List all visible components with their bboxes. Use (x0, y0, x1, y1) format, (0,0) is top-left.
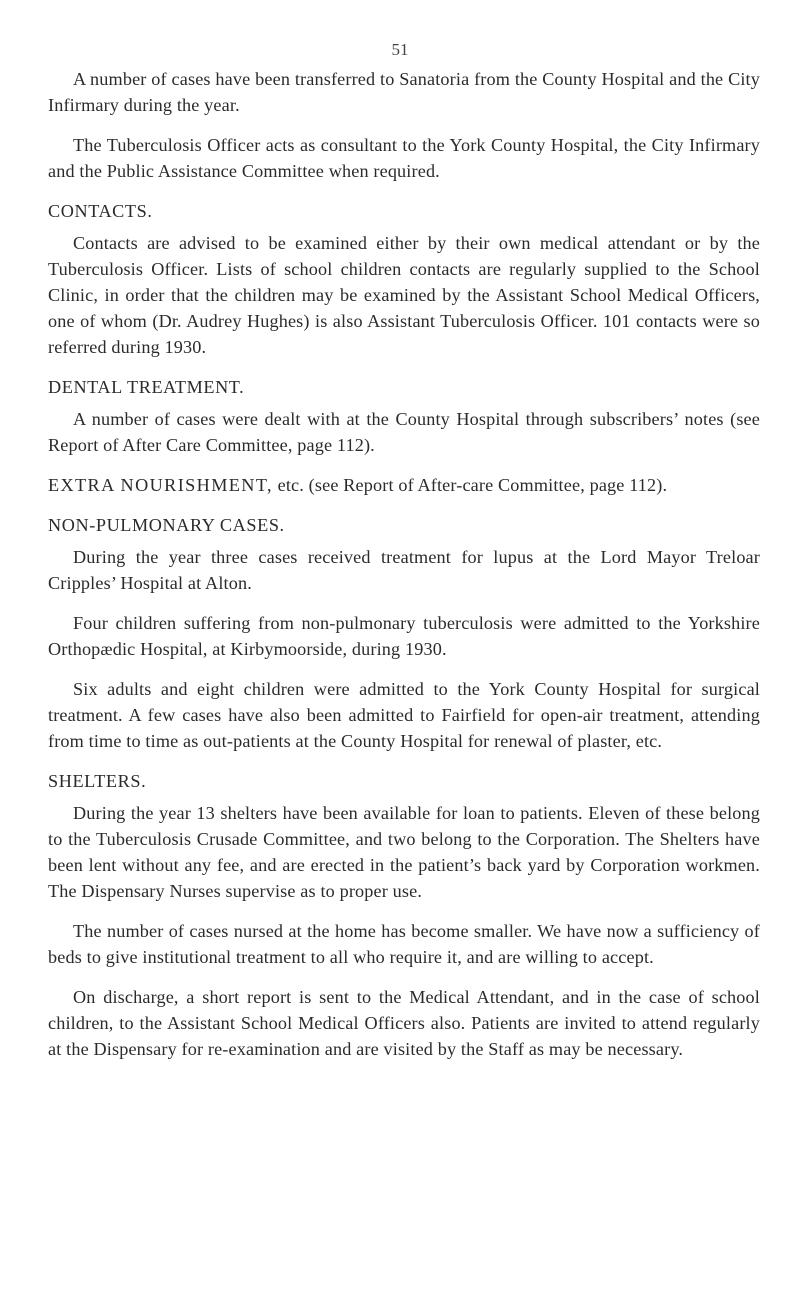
paragraph: Contacts are advised to be examined either by their own medical attendant or by the Tuberculosis Officer. Lists of school children contacts are regularly supplied to the School Clinic, in order that the children may be examined by the Assistant School Medical Officers, one of whom (Dr. Audrey Hughes) is also Assistant Tuberculosis Officer. 101 contacts were so referred during 1930. (48, 233, 760, 357)
paragraph: Four children suffering from non-pulmonary tuberculosis were admitted to the Yorkshire Orthopædic Hospital, at Kirbymoorside, during 1930. (48, 613, 760, 659)
section-heading: SHELTERS. (48, 771, 147, 791)
paragraph: During the year 13 shelters have been available for loan to patients. Eleven of these belong to the Tuberculosis Crusade Committee, and two belong to the Corporation. The Shelters have been lent without any fee, and are erected in the patient’s back yard by Corporation workmen. The Dispensary Nurses supervise as to proper use. (48, 803, 760, 901)
lead-paragraph (48, 472, 760, 498)
lead-heading: EXTRA NOURISHMENT, (48, 475, 273, 495)
paragraph: The number of cases nursed at the home has become smaller. We have now a sufficiency of beds to give institutional treatment to all who require it, and are willing to accept. (48, 921, 760, 967)
paragraph: A number of cases have been transferred to Sanatoria from the County Hospital and the City Infirmary during the year. (48, 69, 760, 115)
lead-text: etc. (see Report of After-care Committee, page 112). (272, 475, 668, 495)
section-heading: DENTAL TREATMENT. (48, 377, 245, 397)
document-body (48, 66, 760, 1076)
paragraph: Six adults and eight children were admitted to the York County Hospital for surgical treatment. A few cases have also been admitted to Fairfield for open-air treatment, attending from time to time as out-patients at the County Hospital for renewal of plaster, etc. (48, 679, 760, 751)
paragraph: The Tuberculosis Officer acts as consultant to the York County Hospital, the City Infirmary and the Public Assistance Committee when required. (48, 135, 760, 181)
paragraph: A number of cases were dealt with at the County Hospital through subscribers’ notes (see Report of After Care Committee, page 112). (48, 409, 760, 455)
paragraph: During the year three cases received treatment for lupus at the Lord Mayor Treloar Cripples’ Hospital at Alton. (48, 547, 760, 593)
paragraph: On discharge, a short report is sent to the Medical Attendant, and in the case of school children, to the Assistant School Medical Officers also. Patients are invited to attend regularly at the Dispensary for re-examination and are visited by the Staff as may be necessary. (48, 987, 760, 1059)
page-number: 51 (391, 40, 409, 59)
section-heading: NON-PULMONARY CASES. (48, 515, 285, 535)
section-heading: CONTACTS. (48, 201, 153, 221)
